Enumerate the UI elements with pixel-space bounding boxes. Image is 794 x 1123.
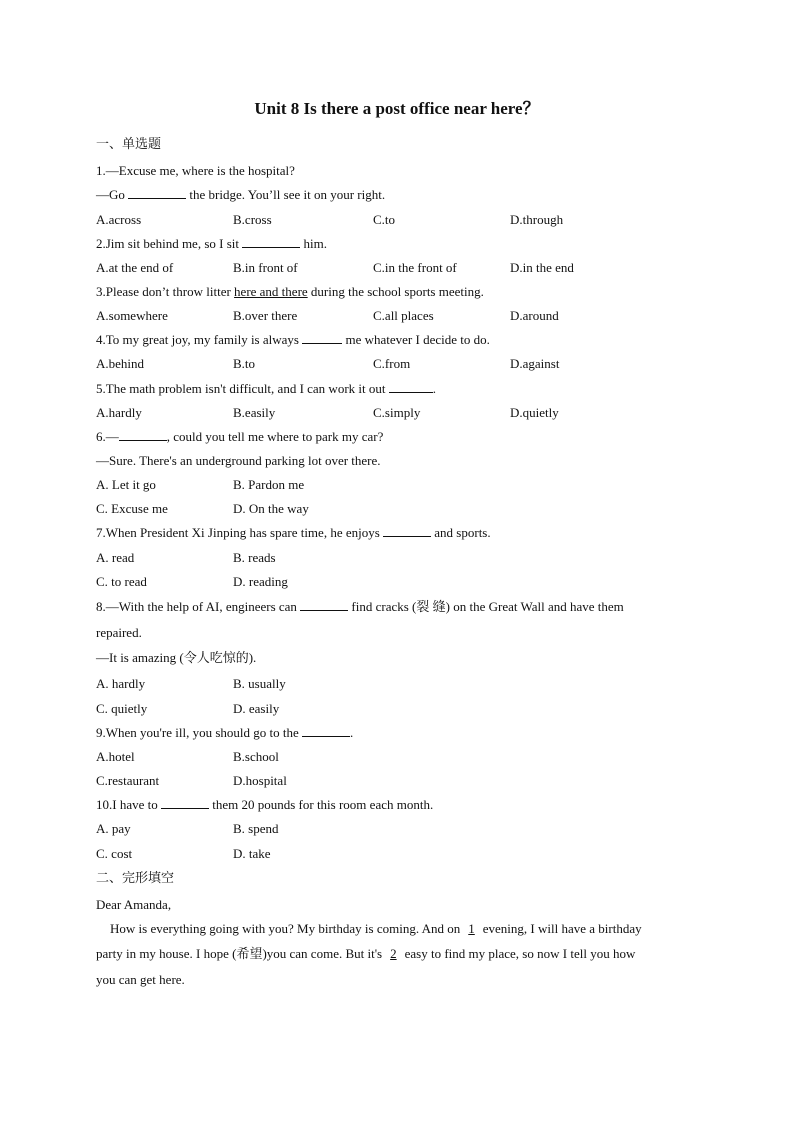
question-3-option-d: D.around: [510, 308, 559, 323]
question-9-stem: 9.When you're ill, you should go to the .: [96, 725, 354, 740]
question-2-option-b: B.in front of: [233, 260, 298, 275]
answer-blank: [119, 428, 167, 441]
question-6-stem: 6.— , could you tell me where to park my car?: [96, 429, 384, 444]
question-4-option-a: A.behind: [96, 356, 145, 371]
question-5-option-c: C.simply: [373, 405, 421, 420]
question-7-stem: 7.When President Xi Jinping has spare time, he enjoys and sports.: [96, 525, 491, 540]
question-2-option-a: A.at the end of: [96, 260, 174, 275]
question-5-option-a: A.hardly: [96, 405, 142, 420]
question-4-option-d: D.against: [510, 356, 560, 371]
answer-blank: [302, 724, 350, 737]
question-10-option-b: B. spend: [233, 821, 279, 836]
question-10-option-d: D. take: [233, 846, 271, 861]
question-9-option-a: A.hotel: [96, 749, 135, 764]
question-4-option-c: C.from: [373, 356, 411, 371]
question-8-option-b: B. usually: [233, 676, 286, 691]
question-6-option-d: D. On the way: [233, 501, 309, 516]
letter-paragraph-line-1: How is everything going with you? My birthday is coming. And on 1 evening, I will have a birthday: [110, 921, 642, 936]
question-2-option-d: D.in the end: [510, 260, 574, 275]
question-9-option-d: D.hospital: [233, 773, 287, 788]
answer-blank: [300, 598, 348, 611]
answer-blank: [383, 524, 431, 537]
underlined-phrase: here and there: [234, 284, 308, 299]
letter-paragraph-line-3: you can get here.: [96, 972, 185, 987]
answer-blank: [242, 235, 300, 248]
answer-blank: [302, 331, 342, 344]
question-5-option-d: D.quietly: [510, 405, 559, 420]
question-7-option-b: B. reads: [233, 550, 276, 565]
question-8-stem-continued: repaired.: [96, 625, 142, 640]
answer-blank: [389, 380, 433, 393]
question-6-option-c: C. Excuse me: [96, 501, 168, 516]
question-1-option-a: A.across: [96, 212, 142, 227]
question-1-option-b: B.cross: [233, 212, 272, 227]
question-5-option-b: B.easily: [233, 405, 276, 420]
page-title: Unit 8 Is there a post office near here？: [254, 99, 540, 118]
question-9-option-b: B.school: [233, 749, 279, 764]
question-3-stem: 3.Please don’t throw litter here and there during the school sports meeting.: [96, 284, 484, 299]
question-10-option-c: C. cost: [96, 846, 133, 861]
answer-blank: [161, 796, 209, 809]
section-heading-single-choice: 一、单选题: [96, 137, 162, 152]
question-7-option-a: A. read: [96, 550, 135, 565]
question-1-option-c: C.to: [373, 212, 396, 227]
question-8-option-d: D. easily: [233, 701, 280, 716]
question-3-option-c: C.all places: [373, 308, 434, 323]
section-heading-cloze: 二、完形填空: [96, 871, 175, 886]
question-5-stem: 5.The math problem isn't difficult, and I can work it out .: [96, 381, 436, 396]
question-10-stem: 10.I have to them 20 pounds for this room each month.: [96, 797, 434, 812]
question-9-option-c: C.restaurant: [96, 773, 160, 788]
question-8-option-a: A. hardly: [96, 676, 146, 691]
question-2-stem: 2.Jim sit behind me, so I sit him.: [96, 236, 327, 251]
question-1-option-d: D.through: [510, 212, 564, 227]
question-3-option-a: A.somewhere: [96, 308, 168, 323]
cloze-gap-2: 2: [390, 946, 397, 961]
question-8-stem: 8.—With the help of AI, engineers can find cracks (裂 缝) on the Great Wall and have them: [96, 599, 624, 614]
question-4-stem: 4.To my great joy, my family is always me whatever I decide to do.: [96, 332, 490, 347]
question-8-option-c: C. quietly: [96, 701, 148, 716]
question-1-stem-line-2: —Go the bridge. You’ll see it on your right.: [96, 187, 386, 202]
letter-paragraph-line-2: party in my house. I hope (希望)you can come. But it's 2 easy to find my place, so now I tell you how: [96, 946, 636, 961]
question-7-option-d: D. reading: [233, 574, 288, 589]
question-3-option-b: B.over there: [233, 308, 298, 323]
letter-greeting: Dear Amanda,: [96, 897, 172, 912]
cloze-gap-1: 1: [468, 921, 475, 936]
answer-blank: [128, 186, 186, 199]
question-8-reply: —It is amazing (令人吃惊的).: [96, 650, 257, 665]
question-1-stem: 1.—Excuse me, where is the hospital?: [96, 163, 295, 178]
question-6-option-b: B. Pardon me: [233, 477, 305, 492]
question-6-option-a: A. Let it go: [96, 477, 156, 492]
question-10-option-a: A. pay: [96, 821, 131, 836]
question-7-option-c: C. to read: [96, 574, 147, 589]
question-2-option-c: C.in the front of: [373, 260, 457, 275]
question-6-reply: —Sure. There's an underground parking lot over there.: [96, 453, 381, 468]
question-4-option-b: B.to: [233, 356, 256, 371]
